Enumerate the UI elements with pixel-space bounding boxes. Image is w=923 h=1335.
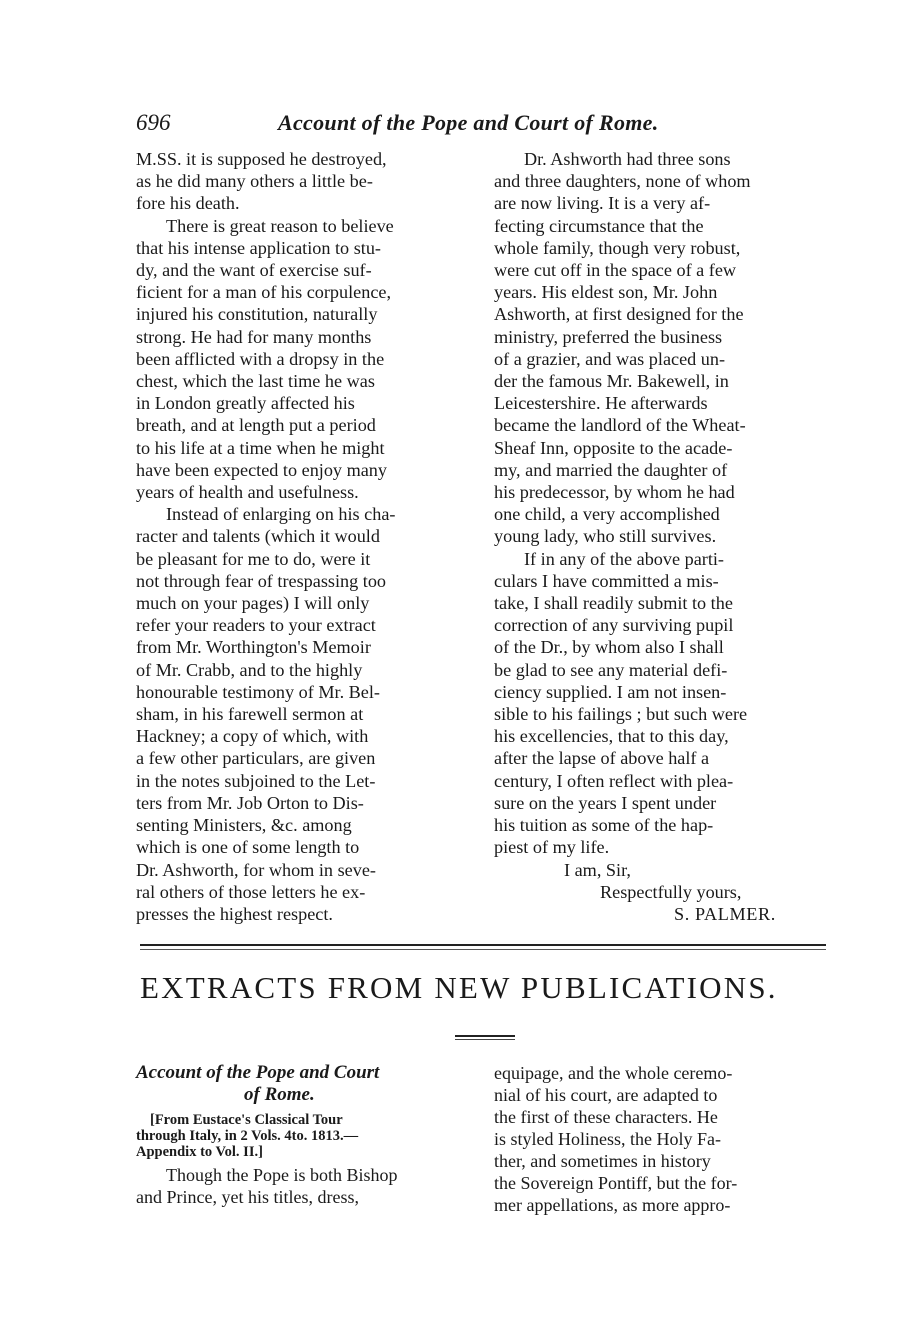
text-line: sham, in his farewell sermon at (136, 704, 364, 725)
text-line: of the Dr., by whom also I shall (494, 637, 724, 658)
text-line: There is great reason to believe (166, 215, 394, 236)
text-line: the Sovereign Pontiff, but the for- (494, 1173, 738, 1193)
text-line: are now living. It is a very af- (494, 193, 711, 214)
text-line: to his life at a time when he might (136, 437, 385, 458)
article-title-line: Account of the Pope and Court (136, 1062, 380, 1083)
divider-line (140, 949, 826, 950)
text-line: have been expected to enjoy many (136, 459, 387, 480)
text-line: became the landlord of the Wheat- (494, 415, 746, 436)
text-line: sible to his failings ; but such were (494, 704, 748, 725)
running-title: Account of the Pope and Court of Rome. (278, 110, 659, 135)
text-line: and Prince, yet his titles, dress, (136, 1187, 359, 1207)
text-line: years of health and usefulness. (136, 482, 359, 503)
text-line: which is one of some length to (136, 837, 360, 858)
text-line: take, I shall readily submit to the (494, 593, 733, 614)
letter-right-column (494, 148, 826, 925)
closing-salutation: I am, Sir, (564, 859, 631, 880)
text-line: be glad to see any material defi- (494, 659, 728, 680)
paragraph (494, 148, 826, 548)
text-line: ciency supplied. I am not insen- (494, 681, 727, 702)
text-line: fore his death. (136, 193, 240, 214)
paragraph (136, 503, 481, 925)
text-line: a few other particulars, are given (136, 748, 376, 769)
text-line: ministry, preferred the business (494, 326, 723, 347)
article-title-line: of Rome. (244, 1084, 315, 1105)
text-line: years. His eldest son, Mr. John (494, 282, 718, 303)
article-title (136, 1062, 481, 1106)
text-line: equipage, and the whole ceremo- (494, 1063, 733, 1083)
text-line: and three daughters, none of whom (494, 171, 751, 192)
text-line: much on your pages) I will only (136, 593, 370, 614)
text-line: Dr. Ashworth had three sons (524, 149, 731, 169)
text-line: Though the Pope is both Bishop (166, 1165, 398, 1185)
text-line: were cut off in the space of a few (494, 260, 737, 281)
text-line: his predecessor, by whom he had (494, 482, 735, 503)
text-line: der the famous Mr. Bakewell, in (494, 371, 729, 392)
text-line: Ashworth, at first designed for the (494, 304, 744, 325)
text-line: his tuition as some of the hap- (494, 815, 714, 836)
text-line: from Mr. Worthington's Memoir (136, 637, 371, 658)
text-line: piest of my life. (494, 837, 610, 858)
text-line: his excellencies, that to this day, (494, 726, 729, 747)
text-line: presses the highest respect. (136, 903, 333, 924)
text-line: Sheaf Inn, opposite to the acade- (494, 437, 733, 458)
text-line: ters from Mr. Job Orton to Dis- (136, 792, 364, 813)
text-line: in the notes subjoined to the Let- (136, 770, 376, 791)
section-title: EXTRACTS FROM NEW PUBLICATIONS. (140, 970, 778, 1005)
text-line: ral others of those letters he ex- (136, 881, 366, 902)
closing-valediction: Respectfully yours, (600, 881, 742, 902)
text-line: injured his constitution, naturally (136, 304, 378, 325)
paragraph (136, 1164, 481, 1208)
text-line: senting Ministers, &c. among (136, 815, 352, 836)
text-line: ther, and sometimes in history (494, 1151, 711, 1171)
text-line: be pleasant for me to do, were it (136, 548, 371, 569)
citation-line: through Italy, in 2 Vols. 4to. 1813.— (136, 1128, 359, 1144)
text-line: Dr. Ashworth, for whom in seve- (136, 859, 376, 880)
title-ornament-rule (455, 1035, 515, 1041)
extract-left-column (136, 1062, 481, 1208)
text-line: ficient for a man of his corpulence, (136, 282, 392, 303)
text-line: racter and talents (which it would (136, 526, 380, 547)
divider-line (140, 944, 826, 946)
source-citation (136, 1112, 481, 1160)
text-line: Leicestershire. He afterwards (494, 393, 708, 414)
text-line: my, and married the daughter of (494, 459, 728, 480)
paragraph (136, 148, 481, 215)
citation-line: [From Eustace's Classical Tour (150, 1112, 343, 1128)
text-line: of Mr. Crabb, and to the highly (136, 659, 363, 680)
letter-left-column (136, 148, 481, 925)
text-line: breath, and at length put a period (136, 415, 376, 436)
text-line: culars I have committed a mis- (494, 570, 719, 591)
text-line: as he did many others a little be- (136, 171, 373, 192)
extract-right-column (494, 1062, 826, 1216)
text-line: the first of these characters. He (494, 1107, 718, 1127)
text-line: dy, and the want of exercise suf- (136, 260, 372, 281)
text-line: chest, which the last time he was (136, 371, 375, 392)
ornament-line (455, 1035, 515, 1037)
page-number: 696 (136, 110, 171, 135)
signature-name: S. PALMER. (674, 903, 776, 924)
text-line: of a grazier, and was placed un- (494, 348, 726, 369)
paragraph (494, 1062, 826, 1216)
text-line: Hackney; a copy of which, with (136, 726, 369, 747)
text-line: Instead of enlarging on his cha- (166, 504, 396, 525)
text-line: M.SS. it is supposed he destroyed, (136, 149, 387, 169)
text-line: sure on the years I spent under (494, 792, 717, 813)
text-line: not through fear of trespassing too (136, 570, 387, 591)
text-line: nial of his court, are adapted to (494, 1085, 718, 1105)
text-line: that his intense application to stu- (136, 237, 381, 258)
text-line: refer your readers to your extract (136, 615, 376, 636)
text-line: strong. He had for many months (136, 326, 372, 347)
ornament-line (455, 1039, 515, 1040)
text-line: century, I often reflect with plea- (494, 770, 734, 791)
text-line: one child, a very accomplished (494, 504, 720, 525)
text-line: whole family, though very robust, (494, 237, 741, 258)
text-line: in London greatly affected his (136, 393, 355, 414)
section-divider (140, 944, 826, 954)
paragraph (136, 215, 481, 504)
paragraph (494, 548, 826, 859)
text-line: young lady, who still survives. (494, 526, 717, 547)
text-line: correction of any surviving pupil (494, 615, 734, 636)
text-line: honourable testimony of Mr. Bel- (136, 681, 380, 702)
text-line: fecting circumstance that the (494, 215, 704, 236)
text-line: is styled Holiness, the Holy Fa- (494, 1129, 721, 1149)
text-line: after the lapse of above half a (494, 748, 710, 769)
running-head (136, 110, 826, 140)
citation-line: Appendix to Vol. II.] (136, 1144, 263, 1160)
text-line: If in any of the above parti- (524, 548, 724, 569)
text-line: mer appellations, as more appro- (494, 1195, 731, 1215)
text-line: been afflicted with a dropsy in the (136, 348, 385, 369)
